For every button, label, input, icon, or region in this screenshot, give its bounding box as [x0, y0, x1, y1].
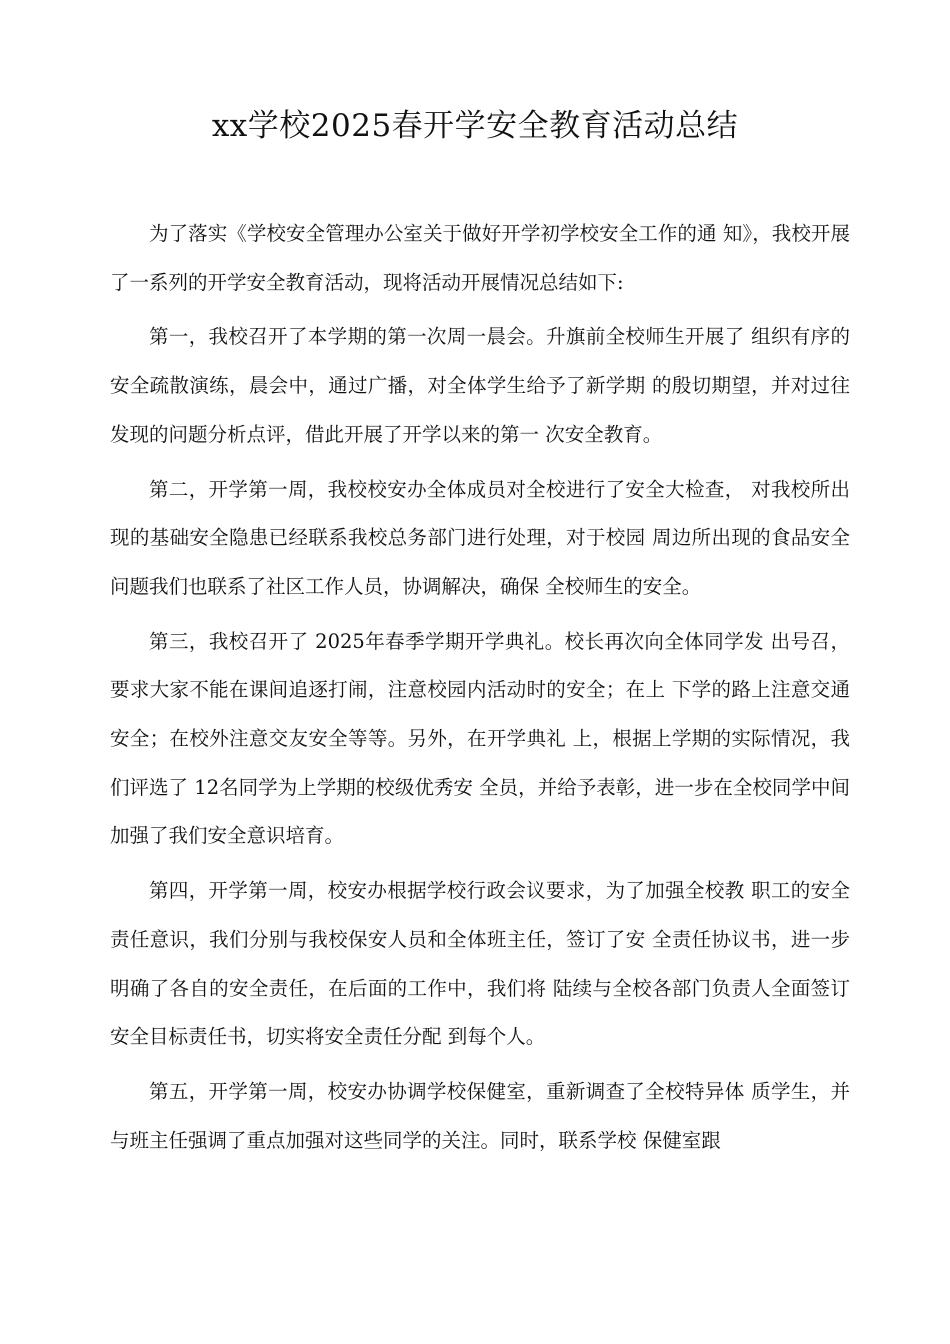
paragraph-intro: 为了落实《学校安全管理办公室关于做好开学初学校安全工作的通 知》，我校开展了一系列的开学安全教育活动，现将活动开展情况总结如下:: [110, 222, 850, 294]
paragraph-third: 第三，我校召开了 2025年春季学期开学典礼。校长再次向全体同学发 出号召，要求大家不能在课间追逐打闹，注意校园内活动时的安全；在上 下学的路上注意交通安全；在校外注意交友安全等等。另外，在开学典礼 上，根据上学期的实际情况，我们评选了 12名同学为上学期的校级优秀安 全员，并给予表彰，进一步在全校同学中间加强了我们安全意识培育。: [110, 629, 850, 848]
document-body: [110, 210, 850, 1171]
paragraph-fourth: 第四，开学第一周，校安办根据学校行政会议要求，为了加强全校教 职工的安全责任意识，我们分别与我校保安人员和全体班主任，签订了安 全责任协议书，进一步明确了各自的安全责任，在后面的工作中，我们将 陆续与全校各部门负责人全面签订安全目标责任书，切实将安全责任分配 到每个人。: [110, 879, 850, 1049]
paragraph-first: 第一，我校召开了本学期的第一次周一晨会。升旗前全校师生开展了 组织有序的安全疏散演练，晨会中，通过广播，对全体学生给予了新学期 的殷切期望，并对过往发现的问题分析点评，借此开展了开学以来的第一 次安全教育。: [110, 325, 850, 446]
paragraph-fifth: 第五，开学第一周，校安办协调学校保健室，重新调查了全校特异体 质学生，并与班主任强调了重点加强对这些同学的关注。同时，联系学校 保健室跟: [110, 1079, 850, 1152]
document-title: xx学校2025春开学安全教育活动总结: [211, 108, 739, 144]
paragraph-second: 第二，开学第一周，我校校安办全体成员对全校进行了安全大检查， 对我校所出现的基础安全隐患已经联系我校总务部门进行处理，对于校园 周边所出现的食品安全问题我们也联系了社区工作人员，协调解决，确保 全校师生的安全。: [110, 477, 850, 598]
